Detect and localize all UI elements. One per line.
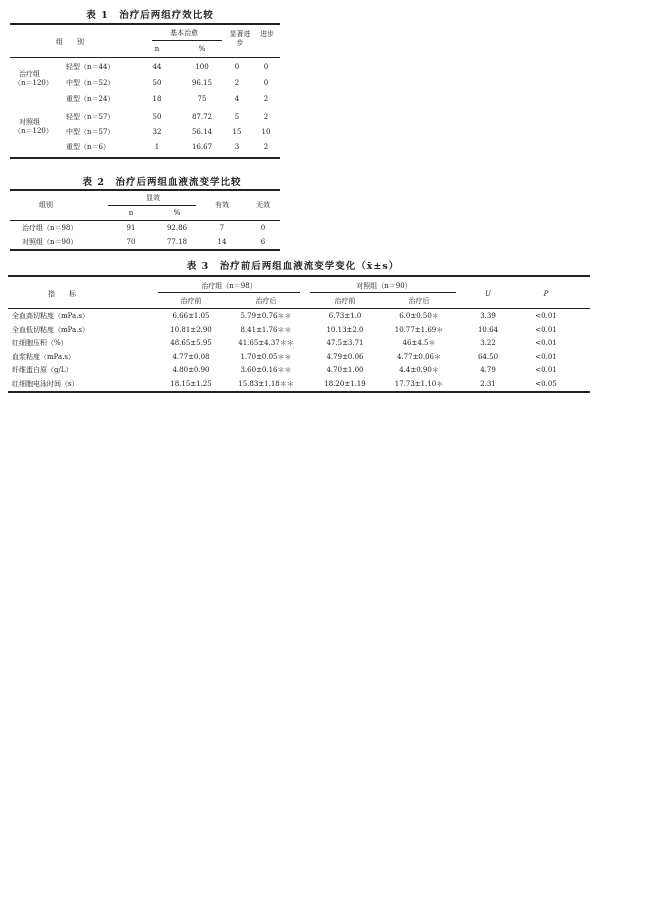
table-1-row-type: 重型（n＝6）: [66, 143, 110, 151]
table-2-header-valid: 有效: [215, 201, 229, 209]
table-2-row-group: 对照组（n＝90）: [22, 238, 78, 246]
table-2-header-invalid: 无效: [256, 201, 270, 209]
table-1-row-progress: 0: [263, 63, 269, 71]
table-3-row-p: <0.01: [535, 353, 557, 361]
table-1-row-n: 18: [152, 95, 162, 103]
table-3-row-c-before: 6.73±1.0: [328, 312, 362, 320]
table-3-row-name: 全血高切粘度（mPa.s）: [12, 312, 90, 320]
table-2-row-n: 91: [126, 224, 136, 232]
table-2-row-valid: 7: [219, 224, 225, 232]
table-2-row-invalid: 0: [260, 224, 266, 232]
table-2-row-pct: 77.18: [166, 238, 188, 246]
table-1-header-pct: %: [198, 45, 206, 53]
table-3-row-name: 血浆粘度（mPa.s）: [12, 353, 76, 361]
table-3-header-indicator: 指 标: [48, 290, 76, 298]
table-3-row-t-after: 5.79±0.76＊＊: [240, 312, 292, 320]
table-2-row-pct: 92.86: [166, 224, 188, 232]
table-3-row-name: 红细胞压积（%）: [12, 339, 68, 347]
table-1-row-progress: 2: [263, 95, 269, 103]
table-1-row-type: 重型（n＝24）: [66, 95, 115, 103]
table-1-row-n: 32: [152, 128, 162, 136]
table-3-row-c-after: 17.73±1.10＊: [394, 380, 444, 388]
table-1-row-n: 50: [152, 79, 162, 87]
table-2-bottom-rule: [10, 249, 280, 251]
table-1-row-progress: 2: [263, 113, 269, 121]
table-2-header-pct: %: [173, 209, 181, 217]
table-3-row-c-after: 4.4±0.90＊: [399, 366, 439, 374]
table-2-header-effective: 显效: [146, 194, 160, 202]
table-1-row-type: 中型（n＝57）: [66, 128, 115, 136]
table-3-row-name: 纤维蛋白原（g/L）: [12, 366, 73, 374]
table-3-row-c-after: 46±4.5＊: [402, 339, 436, 347]
table-2-top-rule: [10, 189, 280, 191]
table-3-row-t-after: 15.83±1.18＊＊: [238, 380, 294, 388]
table-3-row-p: <0.01: [535, 312, 557, 320]
table-3-row-c-before: 47.5±3.71: [326, 339, 364, 347]
table-3-row-u: 64.50: [477, 353, 499, 361]
table-3-row-name: 红细胞电泳时间（s）: [12, 380, 79, 388]
table-3-title: 表 3 治疗前后两组血液流变学变化（x̄±s）: [186, 261, 400, 272]
table-1-row-marked: 3: [234, 143, 240, 151]
table-1-header-group: 组 别: [56, 38, 84, 46]
table-3-row-t-after: 8.41±1.76＊＊: [240, 326, 292, 334]
table-1-row-type: 轻型（n＝57）: [66, 113, 115, 121]
table-1-row-marked: 5: [234, 113, 240, 121]
table-3-row-u: 3.39: [480, 312, 496, 320]
table-3-row-c-before: 18.20±1.19: [324, 380, 366, 388]
table-1-row-marked: 15: [232, 128, 242, 136]
table-2-title: 表 2 治疗后两组血液流变学比较: [82, 177, 242, 188]
table-3-row-t-after: 3.60±0.16＊＊: [240, 366, 292, 374]
table-1-row-marked: 0: [234, 63, 240, 71]
table-3-top-rule: [8, 275, 590, 277]
table-1-header-marked: 显著进步: [229, 30, 251, 47]
table-3-bottom-rule: [8, 391, 590, 393]
table-1-row-pct: 16.67: [191, 143, 213, 151]
table-3-row-t-before: 6.66±1.05: [172, 312, 210, 320]
table-3-row-c-after: 6.0±0.50＊: [399, 312, 439, 320]
table-1-row-n: 50: [152, 113, 162, 121]
table-3-row-c-before: 4.70±1.00: [326, 366, 364, 374]
table-1-subheader-rule: [152, 40, 222, 41]
table-1-row-n: 44: [152, 63, 162, 71]
table-1-group-n: （n＝120）: [14, 79, 53, 87]
table-1-top-rule: [10, 23, 280, 25]
table-3-row-t-before: 48.65±5.95: [170, 339, 212, 347]
table-3-header-u: U: [485, 290, 491, 298]
table-3-row-name: 全血低切粘度（mPa.s）: [12, 326, 90, 334]
table-3-row-c-after: 4.77±0.06＊: [396, 353, 442, 361]
table-3-header-rule: [8, 308, 590, 309]
table-1-row-pct: 100: [195, 63, 209, 71]
table-3-row-t-before: 4.77±0.08: [172, 353, 210, 361]
table-3-row-p: <0.01: [535, 326, 557, 334]
table-3-row-t-before: 4.80±0.90: [172, 366, 210, 374]
table-1-group-name: 治疗组: [19, 70, 40, 78]
table-1-group-name: 对照组: [19, 118, 40, 126]
table-2-row-valid: 14: [217, 238, 227, 246]
table-1-row-marked: 4: [234, 95, 240, 103]
table-2-header-n: n: [128, 209, 134, 217]
table-1-header-progress: 进步: [260, 30, 274, 38]
table-3-row-t-after: 41.65±4.37＊＊: [238, 339, 294, 347]
table-1-row-pct: 96.15: [191, 79, 213, 87]
table-3-treat-rule: [158, 292, 300, 293]
table-3-row-u: 2.31: [480, 380, 496, 388]
table-3-row-u: 4.79: [480, 366, 496, 374]
table-3-row-p: <0.01: [535, 339, 557, 347]
table-1-row-type: 中型（n＝52）: [66, 79, 115, 87]
table-1-row-pct: 75: [197, 95, 207, 103]
table-3-header-ctrl-group: 对照组（n＝90）: [356, 282, 412, 290]
table-3-row-t-before: 10.81±2.90: [170, 326, 212, 334]
table-1-row-progress: 2: [263, 143, 269, 151]
table-3-row-c-after: 10.77±1.69＊: [394, 326, 444, 334]
table-1-row-type: 轻型（n＝44）: [66, 63, 115, 71]
table-1-row-pct: 56.14: [191, 128, 213, 136]
table-3-header-treat-group: 治疗组（n＝98）: [201, 282, 257, 290]
table-2-row-n: 70: [126, 238, 136, 246]
table-1-row-progress: 0: [263, 79, 269, 87]
table-3-header-p: P: [543, 290, 549, 298]
table-1-bottom-rule: [10, 157, 280, 159]
table-2-header-group: 组别: [39, 201, 53, 209]
table-1-title: 表 1 治疗后两组疗效比较: [86, 10, 214, 21]
table-1-row-progress: 10: [261, 128, 271, 136]
table-3-row-t-after: 1.70±0.05＊＊: [240, 353, 292, 361]
table-1-row-pct: 87.72: [191, 113, 213, 121]
table-1-group-n: （n＝120）: [14, 127, 53, 135]
table-3-row-c-before: 4.79±0.06: [326, 353, 364, 361]
table-3-row-p: <0.05: [535, 380, 557, 388]
table-2-header-rule: [10, 220, 280, 221]
table-2-subheader-rule: [108, 205, 196, 206]
table-1-header-n: n: [154, 45, 160, 53]
table-3-header-t-before: 治疗前: [180, 297, 202, 305]
table-2-row-invalid: 6: [260, 238, 266, 246]
table-3-header-c-after: 治疗后: [408, 297, 430, 305]
table-3-header-c-before: 治疗前: [334, 297, 356, 305]
table-1-row-n: 1: [154, 143, 160, 151]
table-1-header-cured: 基本治愈: [170, 29, 198, 37]
table-3-row-u: 10.64: [477, 326, 499, 334]
table-3-ctrl-rule: [310, 292, 456, 293]
table-1-header-rule: [10, 57, 280, 58]
table-3-row-p: <0.01: [535, 366, 557, 374]
table-3-header-t-after: 治疗后: [255, 297, 277, 305]
table-2-row-group: 治疗组（n＝98）: [22, 224, 78, 232]
table-3-row-c-before: 10.13±2.0: [326, 326, 364, 334]
table-1-row-marked: 2: [234, 79, 240, 87]
table-3-row-t-before: 18.15±1.25: [170, 380, 212, 388]
table-3-row-u: 3.22: [480, 339, 496, 347]
